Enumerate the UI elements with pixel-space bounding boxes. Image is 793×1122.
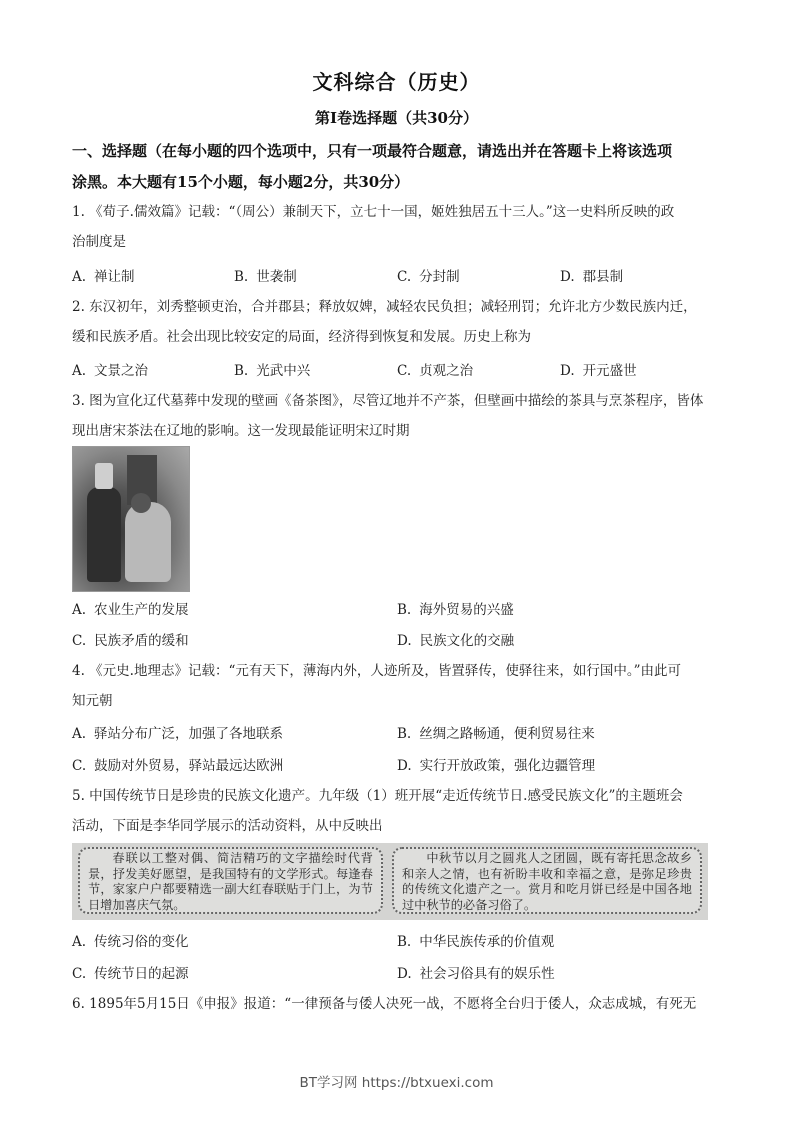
exam-title: 文科综合（历史） — [312, 70, 481, 94]
question-3-option-b[interactable] — [397, 598, 514, 618]
spring-couplet-material — [78, 847, 383, 914]
question-1-stem-line-2: 治制度是 — [72, 234, 126, 250]
question-2-stem-line-2: 缓和民族矛盾。社会出现比较安定的局面，经济得到恢复和发展。历史上称为 — [72, 329, 531, 345]
question-5-stem-line-2: 活动，下面是李华同学展示的活动资料，从中反映出 — [72, 818, 383, 834]
option-text: 传统习俗的变化 — [94, 934, 189, 950]
option-text: 丝绸之路畅通，便利贸易往来 — [419, 726, 595, 742]
mural-figure — [125, 502, 171, 582]
option-text: 开元盛世 — [582, 363, 637, 379]
option-text: 郡县制 — [582, 269, 624, 285]
question-3-stem-line-2: 现出唐宋茶法在辽地的影响。这一发现最能证明宋辽时期 — [72, 423, 410, 439]
option-label: B. — [397, 602, 412, 618]
option-text: 传统节日的起源 — [94, 966, 189, 982]
question-2-option-a[interactable] — [72, 359, 148, 379]
option-label: A. — [72, 602, 87, 618]
option-label: C. — [72, 966, 87, 982]
question-2-option-c[interactable] — [397, 359, 473, 379]
option-text: 社会习俗具有的娱乐性 — [419, 966, 555, 982]
question-1-stem-line-1: 1. 《荀子.儒效篇》记载：“（周公）兼制天下，立七十一国，姬姓独居五十三人。”这一史料所反映的政 — [72, 204, 675, 220]
question-1-option-b[interactable] — [234, 265, 297, 285]
option-label: A. — [72, 934, 87, 950]
option-text: 世袭制 — [256, 269, 297, 285]
option-label: A. — [72, 726, 87, 742]
question-5-option-b[interactable] — [397, 930, 554, 950]
question-6-stem-line-1: 6. 1895年5月15日《申报》报道：“一律预备与倭人决死一战，不愿将全台归于倭人，众志成城，有死无 — [72, 996, 697, 1012]
spring-couplet-text: 春联以工整对偶、简洁精巧的文字描绘时代背景，抒发美好愿望，是我国特有的文学形式。每逢春节，家家户户都要精选一副大红春联贴于门上，为节日增加喜庆气氛。 — [88, 851, 373, 912]
question-2-stem-line-1: 2. 东汉初年，刘秀整顿吏治，合并郡县；释放奴婢，减轻农民负担；减轻刑罚；允许北方少数民族内迁， — [72, 299, 697, 315]
question-2-option-d[interactable] — [560, 359, 637, 379]
option-label: D. — [397, 758, 412, 774]
option-text: 海外贸易的兴盛 — [419, 602, 514, 618]
option-label: C. — [72, 758, 87, 774]
question-4-stem-line-2: 知元朝 — [72, 693, 113, 709]
option-label: A. — [72, 269, 87, 285]
option-text: 民族矛盾的缓和 — [94, 633, 189, 649]
question-3-option-a[interactable] — [72, 598, 189, 618]
option-label: B. — [234, 363, 249, 379]
festival-materials-image — [72, 843, 708, 920]
question-5-stem-line-1: 5. 中国传统节日是珍贵的民族文化遗产。九年级（1）班开展“走近传统节日.感受民族文化”的主题班会 — [72, 788, 683, 804]
option-text: 文景之治 — [94, 363, 149, 379]
question-1-option-d[interactable] — [560, 265, 623, 285]
option-text: 民族文化的交融 — [419, 633, 515, 649]
question-4-option-c[interactable] — [72, 754, 283, 774]
mural-urn-top — [95, 463, 113, 489]
tea-preparation-mural-image — [72, 446, 190, 592]
question-2-option-b[interactable] — [234, 359, 310, 379]
option-label: A. — [72, 363, 87, 379]
question-1-option-a[interactable] — [72, 265, 135, 285]
option-text: 中华民族传承的价值观 — [419, 934, 555, 950]
option-text: 禅让制 — [94, 269, 135, 285]
mural-tea-urn — [87, 487, 121, 582]
question-4-option-a[interactable] — [72, 722, 283, 742]
mid-autumn-material — [392, 847, 702, 914]
option-text: 光武中兴 — [256, 363, 311, 379]
question-5-option-a[interactable] — [72, 930, 189, 950]
question-3-stem-line-1: 3. 图为宣化辽代墓葬中发现的壁画《备茶图》，尽管辽地并不产茶，但壁画中描绘的茶具与烹茶程序，皆体 — [72, 393, 704, 409]
option-label: D. — [397, 633, 412, 649]
question-4-option-b[interactable] — [397, 722, 595, 742]
option-label: C. — [397, 269, 412, 285]
option-text: 分封制 — [419, 269, 460, 285]
mural-figure-head — [131, 493, 151, 513]
option-text: 驿站分布广泛，加强了各地联系 — [94, 726, 284, 742]
option-label: C. — [72, 633, 87, 649]
option-label: D. — [560, 363, 575, 379]
option-text: 鼓励对外贸易，驿站最远达欧洲 — [94, 758, 284, 774]
option-text: 贞观之治 — [419, 363, 474, 379]
option-label: B. — [397, 934, 412, 950]
question-4-option-d[interactable] — [397, 754, 595, 774]
question-5-option-d[interactable] — [397, 962, 555, 982]
section-instructions-line-2: 涂黑。本大题有15个小题，每小题2分，共30分） — [72, 173, 410, 191]
section-instructions-line-1: 一、选择题（在每小题的四个选项中，只有一项最符合题意，请选出并在答题卡上将该选项 — [72, 142, 673, 160]
footer-watermark: BT学习网 https://btxuexi.com — [299, 1075, 494, 1091]
option-label: B. — [397, 726, 412, 742]
question-1-option-c[interactable] — [397, 265, 460, 285]
exam-subtitle: 第Ⅰ卷选择题（共30分） — [315, 109, 478, 127]
mid-autumn-text: 中秋节以月之圆兆人之团圆，既有寄托思念故乡和亲人之情，也有祈盼丰收和幸福之意，是弥足珍贵的传统文化遗产之一。赏月和吃月饼已经是中国各地过中秋节的必备习俗了。 — [402, 851, 692, 912]
option-label: D. — [560, 269, 575, 285]
option-label: D. — [397, 966, 412, 982]
section-instructions — [72, 136, 732, 198]
option-text: 农业生产的发展 — [94, 602, 189, 618]
option-label: B. — [234, 269, 249, 285]
option-text: 实行开放政策，强化边疆管理 — [419, 758, 596, 774]
question-5-option-c[interactable] — [72, 962, 189, 982]
option-label: C. — [397, 363, 412, 379]
question-3-option-d[interactable] — [397, 629, 514, 649]
question-3-option-c[interactable] — [72, 629, 189, 649]
question-4-stem-line-1: 4. 《元史.地理志》记载：“元有天下，薄海内外，人迹所及，皆置驿传，使驿往来，如行国中。”由此可 — [72, 663, 682, 679]
